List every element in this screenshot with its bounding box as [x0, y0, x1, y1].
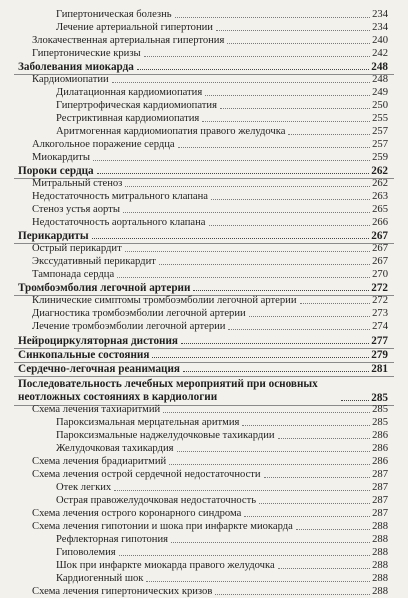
heading-rule	[14, 376, 394, 377]
toc-entry-title: Синкопальные состояния	[18, 349, 150, 361]
toc-page-number: 288	[372, 547, 388, 558]
toc-entry-title: Схема лечения тахиаритмий	[32, 404, 161, 415]
toc-entry-title: Перикардиты	[18, 230, 89, 242]
toc-page-number: 279	[371, 349, 388, 361]
dot-leader	[264, 477, 371, 478]
toc-entry	[0, 255, 408, 268]
dot-leader	[159, 264, 370, 265]
toc-entry	[0, 442, 408, 455]
toc-entry-title: Гипертоническая болезнь	[56, 9, 172, 20]
toc-section-heading	[0, 281, 408, 294]
toc-entry-title: Схема лечения брадиаритмий	[32, 456, 167, 467]
toc-page-number: 285	[371, 392, 388, 404]
dot-leader	[296, 529, 370, 530]
toc-page-number: 262	[372, 178, 388, 189]
toc-page-number: 240	[372, 35, 388, 46]
toc-entry-title: Митральный стеноз	[32, 178, 123, 189]
dot-leader	[152, 357, 369, 358]
dot-leader	[259, 503, 370, 504]
toc-page-number: 281	[371, 363, 388, 375]
toc-page-number: 272	[371, 282, 388, 294]
toc-page-number: 288	[372, 534, 388, 545]
dot-leader	[211, 199, 370, 200]
toc-page-number: 263	[372, 191, 388, 202]
dot-leader	[300, 303, 371, 304]
toc-entry	[0, 47, 408, 60]
toc-entry-title: Рестриктивная кардиомиопатия	[56, 113, 200, 124]
toc-page-number: 262	[371, 165, 388, 177]
toc-page-number: 286	[372, 443, 388, 454]
toc-entry	[0, 34, 408, 47]
dot-leader	[119, 555, 370, 556]
toc-entry	[0, 294, 408, 307]
toc-entry	[0, 86, 408, 99]
toc-page-number: 273	[372, 308, 388, 319]
toc-entry	[0, 559, 408, 572]
toc-entry	[0, 481, 408, 494]
toc-entry	[0, 242, 408, 255]
toc-entry-title: Гипертонические кризы	[32, 48, 141, 59]
toc-entry-title: Дилатационная кардиомиопатия	[56, 87, 203, 98]
dot-leader	[278, 438, 371, 439]
toc-entry-title: Схема лечения острого коронарного синдрома	[32, 508, 242, 519]
dot-leader	[137, 69, 369, 70]
toc-page-number: 287	[372, 508, 388, 519]
dot-leader	[227, 43, 370, 44]
toc-page-number: 285	[372, 417, 388, 428]
toc-entry	[0, 112, 408, 125]
toc-page-number: 286	[372, 456, 388, 467]
toc-section-heading	[0, 334, 408, 347]
toc-entry-title: Алкогольное поражение сердца	[32, 139, 175, 150]
dot-leader	[193, 290, 369, 291]
dot-leader	[169, 464, 370, 465]
toc-page-number: 288	[372, 573, 388, 584]
dot-leader	[220, 108, 370, 109]
dot-leader	[125, 251, 370, 252]
toc-entry-title: Схема лечения острой сердечной недостаточности	[32, 469, 261, 480]
dot-leader	[244, 516, 370, 517]
dot-leader	[146, 581, 370, 582]
toc-entry	[0, 546, 408, 559]
toc-entry-title: Тромбоэмболия легочной артерии	[18, 282, 191, 294]
toc-entry	[0, 151, 408, 164]
toc-entry	[0, 455, 408, 468]
toc-page-number: 277	[371, 335, 388, 347]
toc-entry	[0, 468, 408, 481]
toc-entry	[0, 507, 408, 520]
toc-entry	[0, 21, 408, 34]
toc-page-number: 267	[371, 230, 388, 242]
toc-entry	[0, 429, 408, 442]
dot-leader	[171, 542, 370, 543]
toc-entry	[0, 572, 408, 585]
toc-page-number: 249	[372, 87, 388, 98]
dot-leader	[278, 568, 370, 569]
toc-page-number: 288	[372, 560, 388, 571]
toc-entry-title: Тампонада сердца	[32, 269, 115, 280]
toc-entry-title: Лечение тромбоэмболии легочной артерии	[32, 321, 226, 332]
toc-section-heading	[0, 60, 408, 73]
toc-page-number: 255	[372, 113, 388, 124]
toc-entry-title: Злокачественная артериальная гипертония	[32, 35, 225, 46]
toc-entry	[0, 138, 408, 151]
toc-section-heading	[0, 378, 408, 404]
toc-entry-title: Миокардиты	[32, 152, 91, 163]
toc-entry-title: Сердечно-легочная реанимация	[18, 363, 180, 375]
dot-leader	[242, 425, 370, 426]
dot-leader	[177, 451, 371, 452]
toc-entry-title: Клинические симптомы тромбоэмболии легочной артерии	[32, 295, 297, 306]
toc-entry-title: Заболевания миокарда	[18, 61, 134, 73]
toc-entry-title: Гипертрофическая кардиомиопатия	[56, 100, 217, 111]
toc-page-number: 259	[372, 152, 388, 163]
dot-leader	[92, 238, 370, 239]
toc-entry	[0, 177, 408, 190]
toc-page-number: 250	[372, 100, 388, 111]
toc-page-number: 287	[372, 495, 388, 506]
toc-entry-title: Шок при инфаркте миокарда правого желудочка	[56, 560, 275, 571]
toc-entry-title: Пороки сердца	[18, 165, 94, 177]
dot-leader	[215, 594, 370, 595]
toc-page-number: 242	[372, 48, 388, 59]
toc-entry	[0, 99, 408, 112]
toc-entry-title: Рефлекторная гипотония	[56, 534, 168, 545]
dot-leader	[288, 134, 370, 135]
toc-entry	[0, 268, 408, 281]
toc-entry	[0, 190, 408, 203]
toc-entry	[0, 8, 408, 21]
toc-page-number: 234	[372, 22, 388, 33]
dot-leader	[178, 147, 370, 148]
toc-page-number: 265	[372, 204, 388, 215]
toc-entry-title: Диагностика тромбоэмболии легочной артерии	[32, 308, 246, 319]
toc-entry-title: Острая правожелудочковая недостаточность	[56, 495, 257, 506]
dot-leader	[144, 56, 370, 57]
dot-leader	[202, 121, 370, 122]
toc-entry	[0, 307, 408, 320]
toc-page-number: 270	[372, 269, 388, 280]
toc-entry-title: Стеноз устья аорты	[32, 204, 120, 215]
toc-page-number: 288	[372, 521, 388, 532]
toc-entry-title: Схема лечения гипотонии и шока при инфаркте миокарда	[32, 521, 293, 532]
toc-page-number: 267	[372, 256, 388, 267]
dot-leader	[97, 173, 370, 174]
toc-page-number: 267	[372, 243, 388, 254]
toc-entry-title: Гиповолемия	[56, 547, 116, 558]
toc-section-heading	[0, 348, 408, 361]
toc-page-number: 272	[372, 295, 388, 306]
toc-page-number: 274	[372, 321, 388, 332]
toc-entry-title: Острый перикардит	[32, 243, 122, 254]
dot-leader	[93, 160, 370, 161]
toc-page-number: 287	[372, 482, 388, 493]
toc-entry	[0, 585, 408, 598]
toc-entry-title: Лечение артериальной гипертонии	[56, 22, 213, 33]
dot-leader	[114, 490, 370, 491]
toc-entry	[0, 520, 408, 533]
toc-entry	[0, 403, 408, 416]
toc-entry	[0, 494, 408, 507]
dot-leader	[209, 225, 371, 226]
toc-entry	[0, 73, 408, 86]
dot-leader	[112, 82, 370, 83]
toc-page-number: 287	[372, 469, 388, 480]
toc-entry	[0, 125, 408, 138]
toc-page-number: 248	[372, 74, 388, 85]
dot-leader	[341, 400, 369, 401]
dot-leader	[123, 212, 370, 213]
toc-entry-title: Аритмогенная кардиомиопатия правого желудочка	[56, 126, 286, 137]
toc-entry	[0, 203, 408, 216]
dot-leader	[205, 95, 370, 96]
dot-leader	[117, 277, 370, 278]
dot-leader	[228, 329, 370, 330]
dot-leader	[183, 371, 369, 372]
toc-page-number: 257	[372, 139, 388, 150]
toc-page-number: 286	[372, 430, 388, 441]
toc-section-heading	[0, 164, 408, 177]
dot-leader	[125, 186, 370, 187]
toc-section-heading	[0, 362, 408, 375]
dot-leader	[216, 30, 370, 31]
toc-entry-title: Отек легких	[56, 482, 112, 493]
toc-entry-title: Пароксизмальные наджелудочковые тахикардии	[56, 430, 275, 441]
toc-entry-title: Кардиогенный шок	[56, 573, 144, 584]
toc-entry-title: Недостаточность митрального клапана	[32, 191, 209, 202]
toc-entry	[0, 216, 408, 229]
toc-entry	[0, 533, 408, 546]
toc-page-number: 257	[372, 126, 388, 137]
toc-page-number: 285	[372, 404, 388, 415]
toc-entry	[0, 416, 408, 429]
toc-entry	[0, 320, 408, 333]
toc-entry-title: Экссудативный перикардит	[32, 256, 156, 267]
toc-page-number: 234	[372, 9, 388, 20]
toc-entry-title: Последовательность лечебных мероприятий при основных неотложных состояниях в кардиологии	[18, 378, 318, 403]
toc-page-number: 248	[371, 61, 388, 73]
toc-section-heading	[0, 229, 408, 242]
dot-leader	[249, 316, 370, 317]
toc-page-number: 288	[372, 586, 388, 597]
toc-page-number: 266	[372, 217, 388, 228]
toc-entry-title: Кардиомиопатии	[32, 74, 109, 85]
toc-entry-title: Нейроциркуляторная дистония	[18, 335, 178, 347]
toc-entry-title: Недостаточность аортального клапана	[32, 217, 206, 228]
dot-leader	[181, 343, 369, 344]
dot-leader	[175, 17, 371, 18]
toc-entry-title: Пароксизмальная мерцательная аритмия	[56, 417, 240, 428]
dot-leader	[163, 412, 370, 413]
toc-entry-title: Желудочковая тахикардия	[56, 443, 174, 454]
toc-entry-title: Схема лечения гипертонических кризов	[32, 586, 213, 597]
